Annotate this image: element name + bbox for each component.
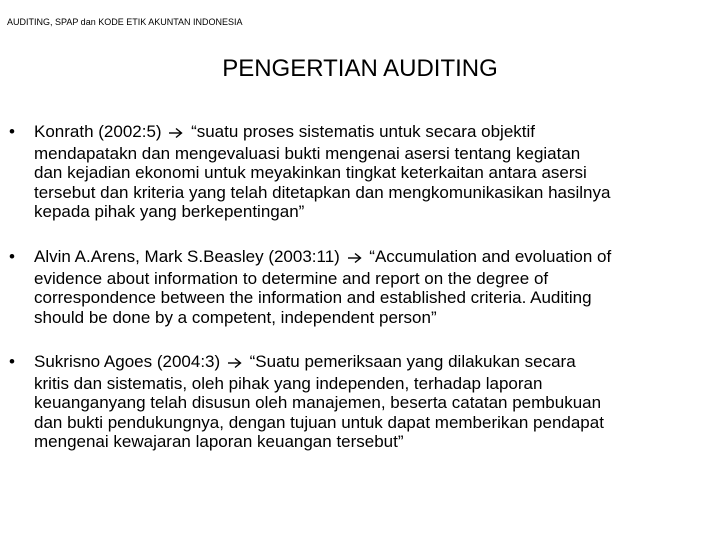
- bullet-source: Konrath (2002:5): [34, 122, 162, 141]
- slide-title: PENGERTIAN AUDITING: [222, 55, 498, 82]
- bullet-marker: •: [9, 352, 15, 371]
- right-arrow-icon: [168, 124, 184, 143]
- bullet-source: Alvin A.Arens, Mark S.Beasley (2003:11): [34, 247, 340, 266]
- bullet-marker: •: [9, 122, 15, 141]
- bullet-quote: “Accumulation and evoluation of evidence about information to determine and report on the degree of correspondence between the information and established criteria. Auditing should be done by a competent, independent person”: [34, 247, 612, 327]
- bullet-quote: “suatu proses sistematis untuk secara objektif mendapatakn dan mengevaluasi bukti mengenai asersi tentang kegiatan dan kejadian ekonomi untuk meyakinkan tingkat keterkaitan antara asersi tersebut dan kriteria yang telah ditetapkan dan mengkomunikasikan hasilnya kepada pihak yang berkepentingan”: [34, 122, 611, 221]
- bullet-quote: “Suatu pemeriksaan yang dilakukan secara kritis dan sistematis, oleh pihak yang independen, terhadap laporan keuanganyang telah disusun oleh manajemen, beserta catatan pembukuan dan bukti pendukungnya, dengan tujuan untuk dapat memberikan pendapat mengenai kewajaran laporan keuangan tersebut”: [34, 352, 604, 451]
- slide-header: AUDITING, SPAP dan KODE ETIK AKUNTAN INDONESIA: [7, 17, 243, 27]
- right-arrow-icon: [227, 354, 243, 373]
- bullet-source: Sukrisno Agoes (2004:3): [34, 352, 221, 371]
- right-arrow-icon: [347, 249, 363, 268]
- bullet-text: [34, 352, 716, 452]
- bullet-marker: •: [9, 247, 15, 266]
- bullet-text: [34, 122, 716, 222]
- bullet-text: [34, 247, 716, 327]
